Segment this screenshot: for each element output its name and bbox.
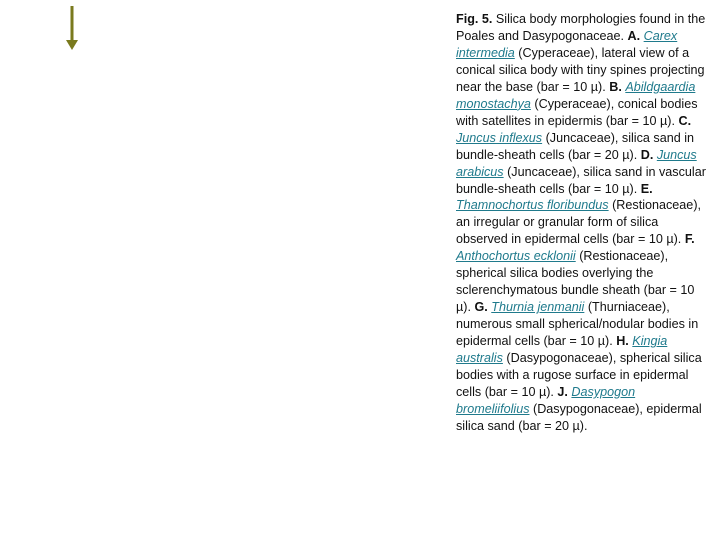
panel-letter: J. — [557, 384, 568, 399]
species-link[interactable]: Dasypogon bromeliifolius — [456, 384, 636, 416]
panel-letter: B. — [609, 79, 622, 94]
panel-letter: E. — [640, 181, 653, 196]
panel-description: (Dasypogonaceae), epidermal silica sand (bar = 20 µ). — [456, 401, 702, 433]
species-link[interactable]: Juncus arabicus — [456, 147, 697, 179]
panel-letter: H. — [616, 334, 629, 349]
species-link[interactable]: Thamnochortus floribundus — [456, 198, 609, 213]
panel-description: (Juncaceae), silica sand in bundle-sheath cells (bar = 20 µ). — [456, 130, 695, 162]
panel-letter: G. — [474, 300, 488, 315]
panel-description: (Dasypogonaceae), spherical silica bodies with a rugose surface in epidermal cells (bar = 10 µ). — [456, 351, 702, 399]
panel-description: (Thurniaceae), numerous small spherical/nodular bodies in epidermal cells (bar = 10 µ). — [456, 300, 699, 349]
marker-arrowhead — [66, 40, 78, 50]
caption-intro: Silica body morphologies found in the Poales and Dasypogonaceae. — [456, 12, 706, 43]
species-link[interactable]: Carex intermedia — [456, 28, 678, 60]
panel-description: (Restionaceae), an irregular or granular form of silica observed in epidermal cells (bar = 10 µ). — [456, 198, 702, 247]
species-link[interactable]: Anthochortus ecklonii — [456, 249, 576, 264]
species-link[interactable]: Thurnia jenmanii — [491, 300, 585, 315]
species-link[interactable]: Kingia australis — [456, 334, 668, 366]
panel-letter: D. — [640, 147, 654, 162]
panel-letter: F. — [684, 232, 695, 247]
marker-shaft — [71, 6, 74, 41]
panel-description: (Cyperaceae), lateral view of a conical silica body with tiny spines projecting near the base (bar = 10 µ). — [456, 45, 705, 94]
panel-description: (Juncaceae), silica sand in vascular bundle-sheath cells (bar = 10 µ). — [456, 164, 706, 196]
down-arrow-marker-icon — [66, 6, 78, 50]
figure-label: Fig. 5. — [456, 12, 493, 26]
panel-letter: A. — [627, 28, 641, 43]
species-link[interactable]: Juncus inflexus — [456, 130, 543, 145]
species-link[interactable]: Abildgaardia monostachya — [456, 79, 696, 111]
figure-caption — [456, 11, 708, 435]
panel-description: (Restionaceae), spherical silica bodies overlying the sclerenchymatous bundle sheath (bar = 10 µ). — [456, 249, 695, 315]
panel-description: (Cyperaceae), conical bodies with satellites in epidermis (bar = 10 µ). — [456, 96, 698, 128]
panel-letter: C. — [678, 113, 692, 128]
